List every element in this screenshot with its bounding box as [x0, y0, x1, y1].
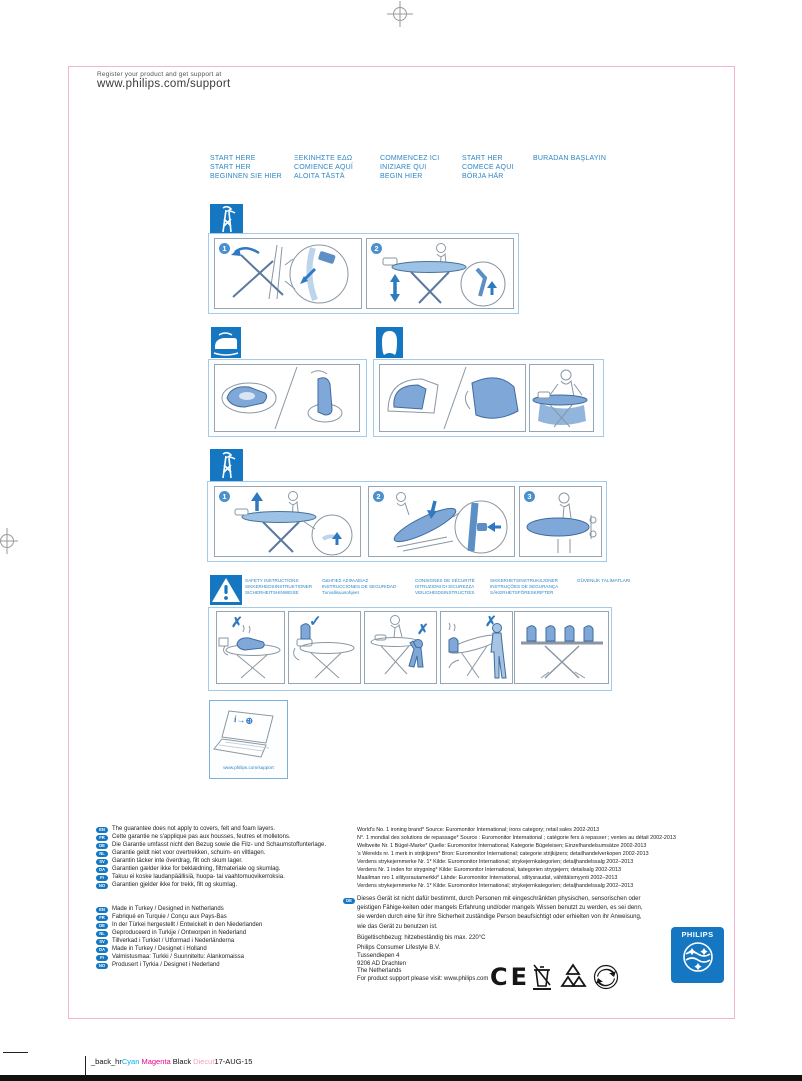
fold-step-3-panel [519, 486, 602, 557]
cover-fitting-panel [379, 364, 526, 432]
safety-heading-line: SÄKERHETSFÖRESKRIFTER [490, 590, 554, 596]
language-badge: FI [96, 955, 108, 961]
language-badge: FR [96, 915, 108, 921]
safety-heading-line: INSTRUCCIONES DE SEGURIDAD [322, 584, 397, 590]
step-number-badge: 1 [219, 243, 230, 254]
safety-heading-line: ΟΔΗΓΙΕΣ ΑΣΦΑΛΕΙΑΣ [322, 578, 369, 583]
unfold-step-1-panel [214, 238, 362, 309]
language-badge: SV [96, 939, 108, 945]
print-magenta-label: Magenta [139, 1057, 171, 1066]
de-notice: Dieses Gerät ist nicht dafür bestimmt, durch Personen mit eingeschränkten physischen, sensorischen oder geistigen Fähige-keiten oder mangels Erfahrung und/oder mangels Wissen benutzt zu werden, es sei denn, sie werden durch eine für ihre Sicherheit zuständige Person beaufsichtigt oder erhielten von ihr Anweisung, wie das Gerät zu benutzen ist. [357, 896, 643, 930]
fold-step-1-panel [214, 486, 361, 557]
safety-panel-max-load [514, 611, 609, 684]
guarantee-note: DE Die Garantie umfasst nicht den Bezug sowie die Filz- und Schaumstoffunterlage. [96, 842, 326, 850]
print-black-label: Black [170, 1057, 192, 1066]
safety-illustration-iron-on-rest [289, 612, 360, 683]
support-url: www.philips.com/support [97, 78, 231, 90]
register-block [97, 71, 230, 90]
step-number-badge: 2 [373, 491, 384, 502]
guarantee-note: SV Garantin täcker inte överdrag, filt och skum lager. [96, 858, 326, 866]
safety-heading-line: SAFETY INSTRUCTIONS [245, 578, 299, 583]
print-diecut-label: Diecut [191, 1057, 215, 1066]
guarantee-note: NO Garantien gjelder ikke for trekk, filt og skumlag. [96, 882, 326, 890]
start-header-line: START HER [462, 155, 503, 162]
guarantee-note: DA Garantien gælder ikke for beklædning, filtmateriale og skumlag. [96, 866, 326, 874]
crop-line [85, 1056, 86, 1076]
cross-icon: ✗ [231, 614, 243, 630]
safety-heading-line: SIKKERHEDSINSTRUKTIONER [245, 584, 313, 590]
language-badge: FI [96, 875, 108, 881]
print-cyan-label: Cyan [121, 1057, 140, 1066]
safety-heading-col1 [245, 578, 312, 597]
safety-illustration-max-load [515, 612, 608, 683]
iron-rest-panel [214, 364, 360, 432]
start-header-line: BÖRJA HÄR [462, 173, 504, 180]
safety-heading-line: INSTRUÇÕES DE SEGURANÇA [490, 584, 559, 590]
safety-heading-line: GÜVENLİK TALİMATLARI [577, 578, 631, 583]
philips-wordmark: PHILIPS [681, 930, 714, 939]
registration-mark-left [0, 526, 20, 556]
laptop-screen-text: i→⊕ [233, 714, 254, 726]
laptop-icon [211, 705, 286, 765]
safety-heading-col3 [415, 578, 475, 597]
safety-heading-col5 [577, 578, 630, 584]
safety-heading-line: ISTRUZIONI DI SICUREZZA [415, 584, 475, 590]
safety-panel-no-iron-flat [216, 611, 285, 684]
start-header-line: INIZIARE QUI [380, 164, 427, 171]
folded-board-icon [210, 204, 243, 235]
iron-rest-illustration [215, 365, 359, 431]
cross-icon: ✗ [485, 613, 497, 629]
language-badge: NL [96, 931, 108, 937]
safety-panel-child-warning [364, 611, 437, 684]
guarantee-note: FR Cette garantie ne s'applique pas aux housses, feutres et molletons. [96, 834, 326, 842]
language-badge: NO [96, 963, 108, 969]
start-header-col3 [380, 154, 439, 181]
language-badge: SV [96, 859, 108, 865]
start-header-line: COMECE AQUI [462, 164, 514, 171]
source-note: Weltweite Nr. 1 Bügel-Marke* Quelle: Euromonitor International; Kategorie Bügeleisen; Einzelhandelsumsätze 2002-2013 [357, 843, 647, 849]
philips-shield-icon [680, 939, 716, 977]
start-header-col5 [533, 154, 606, 163]
safety-heading-line: Turvallisuusohjeet [322, 590, 359, 596]
print-info-line [91, 1057, 252, 1066]
made-in-note: DA Made in Turkey / Designet i Holland [96, 946, 262, 954]
ce-mark: CE [490, 963, 531, 991]
online-support-box [209, 700, 288, 779]
safety-heading-col2 [322, 578, 396, 597]
philips-logo [671, 927, 724, 983]
start-header-col4 [462, 154, 514, 181]
start-header-line: ALOITA TÄSTÄ [294, 173, 345, 180]
language-badge: EN [96, 907, 108, 913]
start-header-line: ΞΕΚΙΝΗΣΤΕ ΕΔΩ [294, 155, 353, 162]
board-cover-icon [376, 327, 403, 358]
safety-heading-line: CONSIGNES DE SÉCURITÉ [415, 578, 475, 583]
registration-mark-top [384, 0, 416, 30]
cover-fitting-illustration [380, 365, 525, 431]
made-in-note: FI Valmistusmaa: Turkki / Suunniteltu: Alankomaissa [96, 954, 262, 962]
made-in-note: DE In der Türkei hergestellt / Entwickelt in den Niederlanden [96, 922, 262, 930]
guarantee-note: FI Takuu ei koske laudanpäällisiä, huopa- tai vaahtomuovikerroksia. [96, 874, 326, 882]
unfold-step-2-panel [366, 238, 514, 309]
language-badge: NL [96, 851, 108, 857]
safety-illustration-hot-iron [441, 612, 512, 683]
print-date: 17-AUG-15 [214, 1057, 253, 1066]
warning-triangle-icon [210, 575, 242, 605]
source-note: 's Werelds nr. 1 merk in strijkijzers* Bron: Euromonitor International; categorie strijkijzers; detailhandelverkopen 2002-2013 [357, 851, 649, 857]
safety-heading-line: SIKKERHETSINSTRUKSJONER [490, 578, 558, 583]
start-header-line: START HER [210, 164, 251, 171]
safety-heading-line: SICHERHEITSHINWEISE [245, 590, 299, 596]
cover-heat-note: Bügeltischbezug: hitzebeständig bis max. 220°C [357, 935, 486, 941]
made-in-note: EN Made in Turkey / Designed in Netherlands [96, 906, 262, 914]
start-header-line: START HERE [210, 155, 256, 162]
source-note: Verdens Nr. 1 inden for strygning* Kilde: Euromonitor International, kategorien strygejern; detailsalg 2002-2013 [357, 867, 621, 873]
iron-icon [211, 327, 241, 358]
language-badge: DA [96, 947, 108, 953]
source-note: World's No. 1 ironing brand* Source: Euromonitor International; irons category; retail sales 2002-2013 [357, 827, 600, 833]
weee-bin-icon [532, 962, 552, 990]
start-header-line: BURADAN BAŞLAYIN [533, 155, 607, 162]
guarantee-note: NL Garantie geldt niet voor overtrekken, schuim- en viltlagen. [96, 850, 326, 858]
start-header-col1 [210, 154, 282, 181]
fold-step-1-illustration [215, 487, 360, 556]
step-number-badge: 3 [524, 491, 535, 502]
bottom-bar [0, 1075, 802, 1081]
made-in-note: SV Tillverkad i Turkiet / Utformad i Nederländerna [96, 938, 262, 946]
support-box-url: www.philips.com/support [223, 765, 274, 770]
safety-heading-col4 [490, 578, 558, 597]
language-badge: NO [96, 883, 108, 889]
unfold-step-2-illustration [367, 239, 513, 308]
source-notes-list [357, 826, 676, 890]
start-header-col2 [294, 154, 353, 181]
start-header-line: BEGIN HIER [380, 173, 423, 180]
green-dot-icon [593, 964, 619, 990]
seated-ironing-illustration [530, 365, 593, 431]
language-badge: DE [96, 923, 108, 929]
start-header-line: COMIENCE AQUÍ [294, 164, 353, 171]
fold-step-2-panel [368, 486, 515, 557]
cross-icon: ✗ [417, 621, 429, 637]
made-in-note: NL Geproduceerd in Turkije / Ontworpen in Nederland [96, 930, 262, 938]
print-prefix: _back_hr [91, 1057, 122, 1066]
source-note: Maailman nro 1 silitysrautamerkki* Lähde: Euromonitor International, silitysraudat, vähittäismyynti 2002–2013 [357, 875, 618, 881]
unfold-step-1-illustration [215, 239, 361, 308]
safety-panel-iron-on-rest [288, 611, 361, 684]
seated-ironing-panel [529, 364, 594, 432]
guarantee-notes-list [96, 826, 326, 890]
language-badge: DE [96, 843, 108, 849]
language-badge: DA [96, 867, 108, 873]
start-header-line: COMMENCEZ ICI [380, 155, 440, 162]
made-in-note: NO Produsert i Tyrkia / Designet i Nederland [96, 962, 262, 970]
language-badge: DE [343, 898, 355, 904]
guarantee-note: EN The guarantee does not apply to covers, felt and foam layers. [96, 826, 326, 834]
language-badge: FR [96, 835, 108, 841]
safety-heading-line: VEILIGHEIDSINSTRUCTIES [415, 590, 475, 596]
source-note: N°. 1 mondial des solutions de repassage* Source : Euromonitor International ; catégorie fers à repasser ; ventes au détail 2002-2013 [357, 835, 676, 841]
step-number-badge: 1 [219, 491, 230, 502]
register-line: Register your product and get support at [97, 71, 222, 78]
language-badge: EN [96, 827, 108, 833]
made-in-note: FR Fabriqué en Turquie / Conçu aux Pays-Bas [96, 914, 262, 922]
safety-illustration-iron-flat [217, 612, 284, 683]
address-block: Philips Consumer Lifestyle B.V. Tussendiepen 4 9206 AD Drachten The Netherlands For product support please visit: www.philips.com [357, 945, 489, 983]
made-in-list [96, 906, 262, 970]
source-note: Verdens strykejernmerke Nr. 1* Kilde: Euromonitor International; strykejernkategorien; detaljhandelssalg 2002–2013 [357, 883, 634, 889]
step-number-badge: 2 [371, 243, 382, 254]
start-header-line: BEGINNEN SIE HIER [210, 173, 282, 180]
source-note: Verdens strykejernmerke Nr. 1* Kilde: Euromonitor International; strykejernkategorien; detaljhandelssalg 2002–2013 [357, 859, 634, 865]
fold-step-2-illustration [369, 487, 514, 556]
folded-board-icon [210, 449, 243, 482]
crop-tick [3, 1052, 28, 1053]
safety-panel-hot-iron-warning [440, 611, 513, 684]
recycle-icon [557, 961, 589, 991]
check-icon: ✓ [309, 613, 322, 630]
